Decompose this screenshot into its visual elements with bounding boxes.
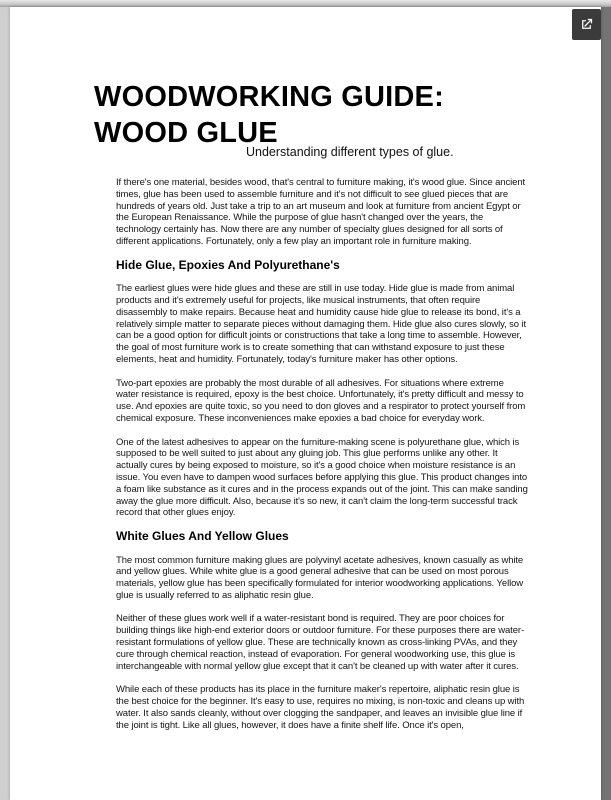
paragraph: While each of these products has its place in the furniture maker's repertoire, aliphatic resin glue is the best choice for the beginner. It's easy to use, requires no mixing, is non-toxic and cleans up with water. It also sands cleanly, without over clogging the sandpaper, and leaves an invisible glue line if the joint is tight. Like all glues, however, it does have a finite shelf life. Once it's open, [116,684,525,731]
section-heading: White Glues And Yellow Glues [116,528,289,543]
paragraph: Neither of these glues work well if a water-resistant bond is required. They are poor choices for building things like high-end exterior doors or outdoor furniture. For these purposes there are water-resistant formulations of yellow glue. These are technically known as cross-linking PVAs, and they cure through chemical reaction, instead of evaporation. For general woodworking use, this glue is interchangeable with normal yellow glue except that it can't be cleaned up with water after it cures. [116,613,525,672]
document-title [94,79,601,151]
paragraph: The most common furniture making glues are polyvinyl acetate adhesives, known casually as white and yellow glues. While white glue is a good general adhesive that can be used on most porous materials, yellow glue has been specifically formulated for interior woodworking applications. Yellow glue is usually referred to as aliphatic resin glue. [116,554,524,601]
paragraph: Two-part epoxies are probably the most durable of all adhesives. For situations where extreme water resistance is required, epoxy is the best choice. Unfortunately, it's pretty difficult and messy to use. And epoxies are quite toxic, so you need to don gloves and a respirator to protect yourself from chemical exposure. These inconveniences make epoxies a bad choice for everyday work. [116,377,526,424]
paragraph: If there's one material, besides wood, that's central to furniture making, it's wood glue. Since ancient times, glue has been used to assemble furniture and it's not difficult to see glued pieces that are hundreds of years old. Just take a trip to an art museum and look at furniture from ancient Egypt or the European Renaissance. While the purpose of glue hasn't changed over the years, the technology certainly has. Now there are any number of specialty glues designed for all sorts of different applications. Fortunately, only a few play an important role in furniture making. [116,177,526,247]
paragraph: The earliest glues were hide glues and these are still in use today. Hide glue is made from animal products and it's extremely useful for projects, like musical instruments, that often require disassembly to make repairs. Because heat and humidity cause hide glue to release its bond, it's a relatively simple matter to separate pieces without damaging them. Hide glue also cures slowly, so it can be a good option for difficult joints or constructions that take a long time to assemble. However, the goal of most furniture work is to create something that can withstand exposure to just these elements, heat and humidity. Fortunately, today's furniture maker has other options. [116,283,527,365]
document-body [116,177,528,731]
open-in-new-icon [579,17,594,32]
title-line-1: WOODWORKING GUIDE: [94,81,444,113]
title-line-2: WOOD GLUE [94,117,278,149]
document-subtitle: Understanding different types of glue. [246,145,454,159]
paragraph: One of the latest adhesives to appear on the furniture-making scene is polyurethane glue, which is supposed to be well suited to just about any gluing job. This glue performs unlike any other. It actually cures by being exposed to moisture, so it's a good choice when moisture resistance is an issue. You even have to dampen wood surfaces before applying this glue. This product changes into a foam like substance as it cures and in the process expands out of the joint. This can make sanding away the glue more difficult. Also, because it's so new, it can't claim the long-term successful track record that other glues enjoy. [116,436,528,519]
open-in-new-tab-button[interactable] [572,9,601,40]
document-page [10,7,601,800]
section-heading: Hide Glue, Epoxies And Polyurethane's [116,257,340,272]
top-edge-gradient [0,0,611,7]
scrollbar[interactable] [601,7,611,800]
